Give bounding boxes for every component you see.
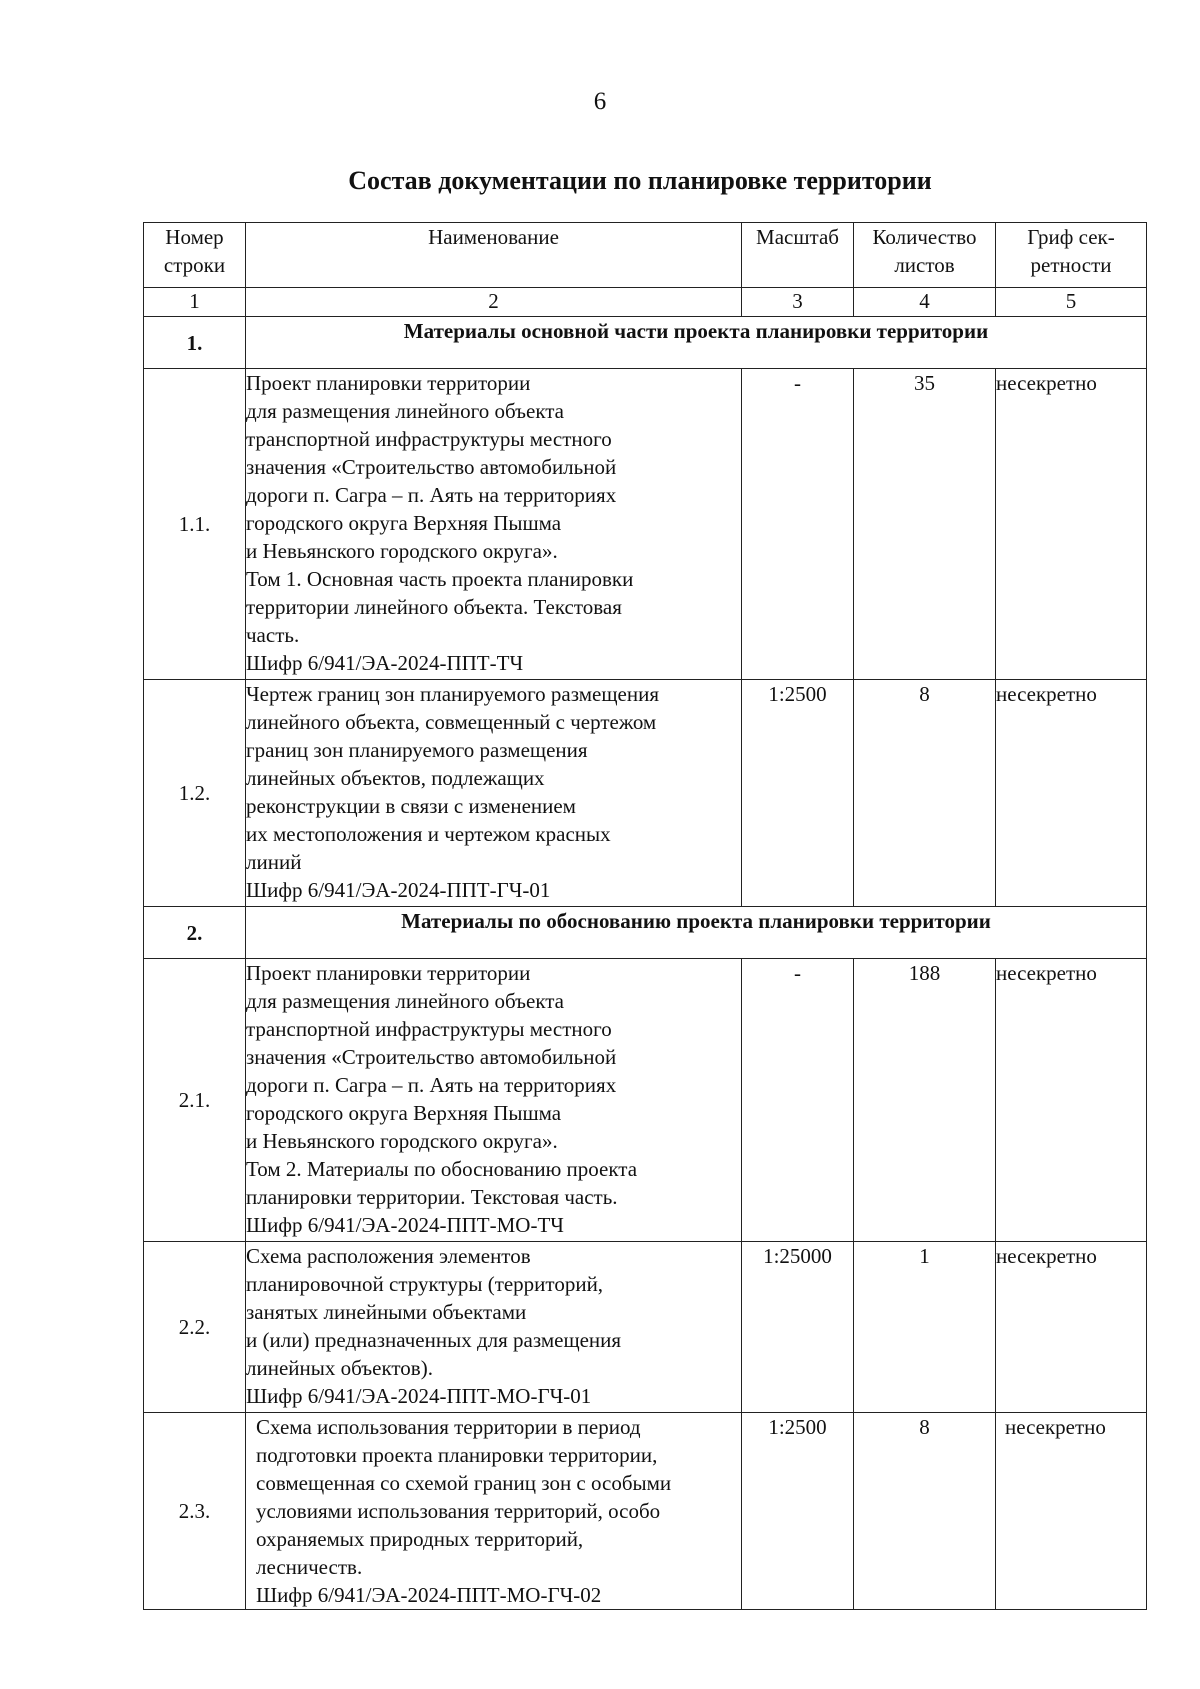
row-name: Чертеж границ зон планируемого размещения линейного объекта, совмещенный с чертежом границ зон планируемого размещения линейных объектов, подлежащих реконструкции в связи с изменением их местоположения и чертежом красных линий Шифр 6/941/ЭА-2024-ППТ-ГЧ-01 [246,680,742,907]
row-secrecy: несекретно [996,1413,1147,1610]
row-sheets: 1 [854,1242,996,1413]
documentation-table [143,222,1147,1610]
row-sheets: 8 [854,1413,996,1610]
row-scale: - [742,959,854,1242]
section-number: 2. [144,907,246,959]
table-row [144,1413,1147,1610]
row-scale: 1:2500 [742,680,854,907]
row-sheets: 35 [854,369,996,680]
row-secrecy: несекретно [996,959,1147,1242]
row-scale: 1:2500 [742,1413,854,1610]
row-number: 1.2. [144,680,246,907]
row-name: Схема использования территории в период подготовки проекта планировки территории, совмещенная со схемой границ зон с особыми условиями использования территорий, особо охраняемых природных территорий, лесничеств. Шифр 6/941/ЭА-2024-ППТ-МО-ГЧ-02 [246,1413,742,1610]
row-number: 1.1. [144,369,246,680]
row-number: 2.2. [144,1242,246,1413]
column-number-row [144,288,1147,317]
table-row [144,1242,1147,1413]
row-secrecy: несекретно [996,369,1147,680]
row-sheets: 8 [854,680,996,907]
section-row [144,317,1147,369]
row-secrecy: несекретно [996,1242,1147,1413]
row-scale: - [742,369,854,680]
section-title: Материалы основной части проекта планировки территории [246,317,1147,369]
column-number: 2 [246,288,742,317]
page-number: 6 [593,88,607,115]
column-number: 5 [996,288,1147,317]
table-row [144,369,1147,680]
section-row [144,907,1147,959]
table-header-row [144,223,1147,288]
row-name: Схема расположения элементов планировочной структуры (территорий, занятых линейными объектами и (или) предназначенных для размещения линейных объектов). Шифр 6/941/ЭА-2024-ППТ-МО-ГЧ-01 [246,1242,742,1413]
section-number: 1. [144,317,246,369]
row-number: 2.1. [144,959,246,1242]
column-number: 4 [854,288,996,317]
row-scale: 1:25000 [742,1242,854,1413]
section-title: Материалы по обоснованию проекта планировки территории [246,907,1147,959]
header-scale: Масштаб [742,223,854,288]
row-number: 2.3. [144,1413,246,1610]
table-row [144,680,1147,907]
table-row [144,959,1147,1242]
row-sheets: 188 [854,959,996,1242]
document-title: Состав документации по планировке территории [348,166,932,195]
header-row-number: Номер строки [144,223,246,288]
header-name: Наименование [246,223,742,288]
row-name: Проект планировки территории для размещения линейного объекта транспортной инфраструктуры местного значения «Строительство автомобильной дороги п. Сагра – п. Аять на территориях городского округа Верхняя Пышма и Невьянского городского округа». Том 2. Материалы по обоснованию проекта планировки территории. Текстовая часть. Шифр 6/941/ЭА-2024-ППТ-МО-ТЧ [246,959,742,1242]
header-sheets: Количество листов [854,223,996,288]
header-secrecy: Гриф сек- ретности [996,223,1147,288]
row-secrecy: несекретно [996,680,1147,907]
column-number: 1 [144,288,246,317]
column-number: 3 [742,288,854,317]
row-name: Проект планировки территории для размещения линейного объекта транспортной инфраструктуры местного значения «Строительство автомобильной дороги п. Сагра – п. Аять на территориях городского округа Верхняя Пышма и Невьянского городского округа». Том 1. Основная часть проекта планировки территории линейного объекта. Текстовая часть. Шифр 6/941/ЭА-2024-ППТ-ТЧ [246,369,742,680]
